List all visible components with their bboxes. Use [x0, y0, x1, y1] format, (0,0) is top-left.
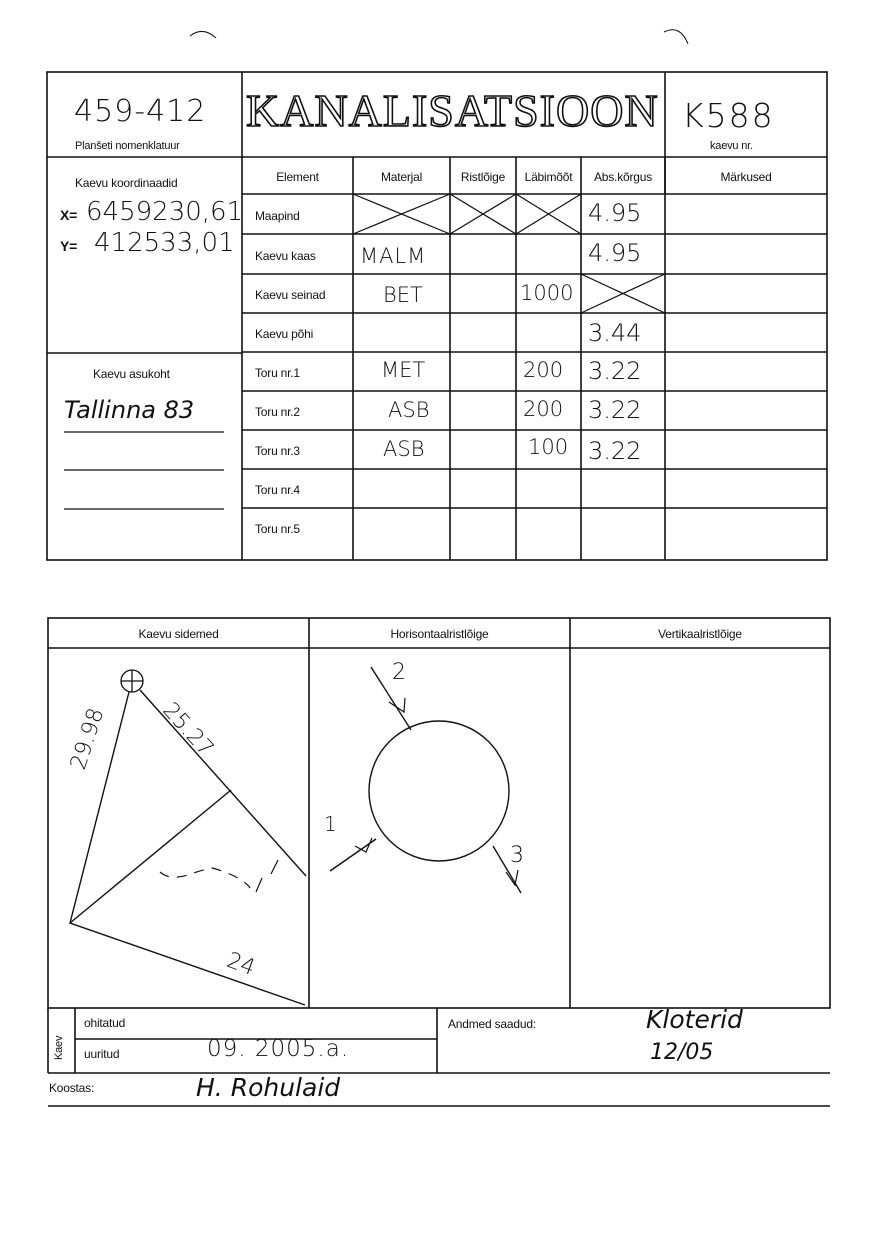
- row-label-toru-3: Toru nr.3: [255, 444, 300, 458]
- col-header-labimoot: Läbimõõt: [524, 170, 573, 184]
- pipe-label-2: 2: [392, 660, 406, 685]
- col-header-ristloige: Ristlõige: [460, 170, 506, 184]
- surveyed-label: uuritud: [84, 1047, 120, 1061]
- pipe-label-1: 1: [324, 812, 337, 836]
- row-label-toru-1: Toru nr.1: [255, 366, 300, 380]
- cell-toru1-materjal: MET: [381, 358, 426, 382]
- col-header-element: Element: [276, 170, 319, 184]
- header-kaevu-sidemed: Kaevu sidemed: [138, 627, 219, 641]
- cell-toru2-labimoot: 200: [523, 397, 564, 421]
- row-label-toru-2: Toru nr.2: [255, 405, 300, 419]
- x-prefix: X=: [60, 207, 78, 223]
- row-label-kaevu-pohi: Kaevu põhi: [255, 327, 314, 341]
- tie-label-25-27: 25.27: [157, 698, 219, 762]
- coordinates-label: Kaevu koordinaadid: [75, 176, 178, 190]
- side-label-kaev: Kaev: [53, 1035, 65, 1060]
- location-label: Kaevu asukoht: [93, 367, 170, 381]
- header-horisontaalristloige: Horisontaalristlõige: [390, 627, 489, 641]
- x-coordinate-value: 6459230,61: [86, 197, 244, 227]
- surveyed-value: 09. 2005.a.: [207, 1036, 350, 1062]
- cell-seinad-materjal: BET: [383, 283, 423, 307]
- col-header-markused: Märkused: [720, 170, 772, 184]
- col-header-abs-korgus: Abs.kõrgus: [593, 170, 653, 184]
- row-label-toru-5: Toru nr.5: [255, 522, 300, 536]
- data-source-value: Kloterid: [646, 1005, 743, 1034]
- cell-toru2-materjal: ASB: [388, 398, 430, 422]
- data-source-label: Andmed saadud:: [448, 1017, 536, 1031]
- well-number-value: K588: [682, 96, 775, 135]
- cell-maapind-abs: 4.95: [588, 199, 642, 227]
- pipe-label-3: 3: [510, 843, 524, 868]
- cell-toru2-abs: 3.22: [588, 396, 642, 424]
- location-value: Tallinna 83: [64, 396, 195, 424]
- cell-toru1-labimoot: 200: [523, 358, 564, 382]
- well-number-label: kaevu nr.: [710, 140, 753, 152]
- cell-toru3-materjal: ASB: [383, 437, 425, 461]
- cell-toru1-abs: 3.22: [588, 357, 642, 385]
- compiled-by-value: H. Rohulaid: [196, 1073, 341, 1102]
- header-vertikaalristloige: Vertikaalristlõige: [658, 627, 742, 641]
- row-label-kaevu-seinad: Kaevu seinad: [255, 288, 326, 302]
- col-header-materjal: Materjal: [380, 170, 423, 184]
- tie-label-24: 24: [223, 948, 259, 982]
- row-label-maapind: Maapind: [255, 209, 300, 223]
- cell-seinad-labimoot: 1000: [520, 281, 574, 305]
- tie-label-29-98: 29.98: [66, 705, 110, 773]
- nomenclature-value: 459-412: [74, 94, 207, 129]
- cell-kaas-materjal: MALM: [360, 244, 427, 268]
- y-prefix: Y=: [60, 238, 78, 254]
- form-title: KANALISATSIOON: [246, 85, 659, 136]
- y-coordinate-value: 412533,01: [94, 228, 235, 258]
- data-source-date: 12/05: [650, 1040, 714, 1065]
- cell-toru3-labimoot: 100: [528, 435, 569, 459]
- nomenclature-label: Planšeti nomenklatuur: [75, 140, 180, 152]
- cell-pohi-abs: 3.44: [588, 319, 642, 347]
- row-label-kaevu-kaas: Kaevu kaas: [255, 249, 316, 263]
- compiled-label: Koostas:: [49, 1081, 95, 1095]
- checked-label: ohitatud: [84, 1016, 126, 1030]
- cell-kaas-abs: 4.95: [588, 239, 642, 267]
- row-label-toru-4: Toru nr.4: [255, 483, 300, 497]
- cell-toru3-abs: 3.22: [588, 437, 642, 465]
